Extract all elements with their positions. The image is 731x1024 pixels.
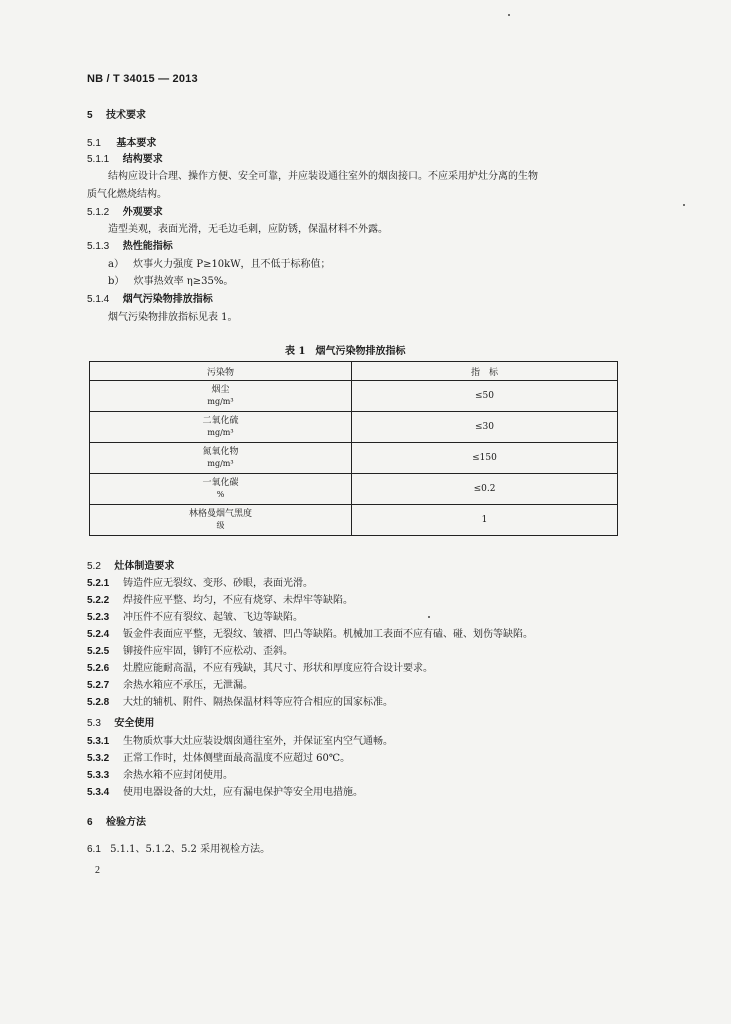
limit-value: ≤50 <box>352 381 618 412</box>
list-item <box>87 787 393 804</box>
section-title: 烟气污染物排放指标 <box>122 294 213 305</box>
manufacturing-requirements-list <box>87 578 533 714</box>
pollutant-name: 氮氧化物 <box>202 447 239 457</box>
section-6-1 <box>87 844 270 856</box>
item-text: 正常工作时，灶体侧壁面最高温度不应超过 60℃。 <box>123 753 351 764</box>
section-number: 5.3 <box>87 718 101 729</box>
item-text: 灶膛应能耐高温，不应有残缺，其尺寸、形状和厚度应符合设计要求。 <box>123 663 433 674</box>
pollutant-name: 二氧化硫 <box>202 416 239 426</box>
section-5-1-1-heading <box>87 154 163 166</box>
pollutant-cell <box>90 443 352 474</box>
section-5-1-4-heading <box>87 294 213 306</box>
section-number: 5 <box>87 110 93 121</box>
list-item <box>87 629 533 646</box>
item-number: 5.3.2 <box>87 753 110 764</box>
pollutant-cell <box>90 505 352 536</box>
section-5-heading <box>87 110 146 122</box>
list-item <box>87 697 533 714</box>
table-row <box>90 443 618 474</box>
pollutant-cell <box>90 474 352 505</box>
section-title: 热性能指标 <box>122 241 173 252</box>
section-title: 结构要求 <box>122 154 163 165</box>
list-label: a） <box>108 259 124 270</box>
item-number: 5.2.6 <box>87 663 110 674</box>
scan-speck <box>508 14 510 16</box>
pollutant-unit: mg/m³ <box>207 397 234 406</box>
table-row <box>90 381 618 412</box>
pollutant-cell <box>90 381 352 412</box>
section-5-2-heading <box>87 561 174 573</box>
section-title: 外观要求 <box>122 207 163 218</box>
item-number: 5.2.2 <box>87 595 110 606</box>
table-row <box>90 412 618 443</box>
section-5-1-2-heading <box>87 207 163 219</box>
item-number: 5.2.1 <box>87 578 110 589</box>
table-header-row <box>90 362 618 381</box>
list-item <box>87 646 533 663</box>
list-item <box>87 770 393 787</box>
limit-value: ≤150 <box>352 443 618 474</box>
section-title: 技术要求 <box>106 110 147 121</box>
section-number: 5.2 <box>87 561 101 572</box>
limit-value: 1 <box>352 505 618 536</box>
list-item <box>87 753 393 770</box>
table-row <box>90 505 618 536</box>
section-title: 检验方法 <box>106 817 147 828</box>
table-caption: 表 1 烟气污染物排放指标 <box>285 346 406 357</box>
list-text: 炊事热效率 η≥35%。 <box>133 276 234 287</box>
section-number: 5.1.4 <box>87 294 110 305</box>
page-number: 2 <box>95 865 100 876</box>
item-text: 焊接件应平整、均匀，不应有烧穿、未焊牢等缺陷。 <box>123 595 353 606</box>
emission-table <box>89 361 618 536</box>
section-title: 灶体制造要求 <box>114 561 175 572</box>
section-5-1-heading <box>87 138 156 150</box>
item-number: 5.3.3 <box>87 770 110 781</box>
scan-speck <box>683 204 685 206</box>
paragraph-line: 造型美观，表面光滑，无毛边毛刺，应防锈，保温材料不外露。 <box>108 224 388 235</box>
item-number: 5.3.1 <box>87 736 110 747</box>
pollutant-unit: % <box>216 490 225 499</box>
limit-value: ≤0.2 <box>352 474 618 505</box>
section-5-3-heading <box>87 718 154 730</box>
item-text: 生物质炊事大灶应装设烟囱通往室外，并保证室内空气通畅。 <box>123 736 393 747</box>
section-5-1-3-heading <box>87 241 173 253</box>
pollutant-cell <box>90 412 352 443</box>
list-item <box>87 663 533 680</box>
pollutant-name: 林格曼烟气黑度 <box>188 509 252 519</box>
section-number: 5.1.1 <box>87 154 110 165</box>
section-number: 5.1 <box>87 138 101 149</box>
section-title: 基本要求 <box>116 138 157 149</box>
list-item <box>87 736 393 753</box>
safety-requirements-list <box>87 736 393 804</box>
section-number: 5.1.2 <box>87 207 110 218</box>
item-text: 余热水箱不应封闭使用。 <box>123 770 233 781</box>
column-header-limit: 指 标 <box>352 362 618 381</box>
list-text: 炊事火力强度 P≥10kW，且不低于标称值； <box>133 259 331 270</box>
paragraph-line: 烟气污染物排放指标见表 1。 <box>108 312 238 323</box>
standard-code-header: NB / T 34015 — 2013 <box>87 73 198 85</box>
column-header-pollutant: 污染物 <box>90 362 352 381</box>
list-item <box>87 612 533 629</box>
pollutant-unit: 级 <box>216 521 225 530</box>
item-number: 5.2.8 <box>87 697 110 708</box>
item-number: 5.2.7 <box>87 680 110 691</box>
item-number: 5.2.3 <box>87 612 110 623</box>
pollutant-unit: mg/m³ <box>207 459 234 468</box>
list-item <box>87 578 533 595</box>
pollutant-name: 一氧化碳 <box>202 478 239 488</box>
item-text: 使用电器设备的大灶，应有漏电保护等安全用电措施。 <box>123 787 363 798</box>
paragraph-line: 5.1.1、5.1.2、5.2 采用视检方法。 <box>110 844 271 855</box>
item-text: 钣金件表面应平整，无裂纹、皱褶、凹凸等缺陷。机械加工表面不应有磕、碰、划伤等缺陷。 <box>123 629 533 640</box>
section-number: 5.1.3 <box>87 241 110 252</box>
list-item <box>87 595 533 612</box>
item-number: 5.2.4 <box>87 629 110 640</box>
list-item-b <box>108 276 233 288</box>
item-text: 大灶的辅机、附件、隔热保温材料等应符合相应的国家标准。 <box>123 697 393 708</box>
section-number: 6 <box>87 817 93 828</box>
section-6-heading <box>87 817 146 829</box>
paragraph-line: 质气化燃烧结构。 <box>87 189 167 200</box>
list-item-a <box>108 259 331 271</box>
limit-value: ≤30 <box>352 412 618 443</box>
list-label: b） <box>108 276 125 287</box>
item-number: 5.3.4 <box>87 787 110 798</box>
item-text: 冲压件不应有裂纹、起皱、飞边等缺陷。 <box>123 612 303 623</box>
list-item <box>87 680 533 697</box>
item-number: 5.2.5 <box>87 646 110 657</box>
pollutant-name: 烟尘 <box>211 385 230 395</box>
pollutant-unit: mg/m³ <box>207 428 234 437</box>
section-title: 安全使用 <box>114 718 155 729</box>
item-text: 铸造件应无裂纹、变形、砂眼，表面光滑。 <box>123 578 313 589</box>
paragraph-line: 结构应设计合理、操作方便、安全可靠，并应装设通往室外的烟囱接口。不应采用炉灶分离的生物 <box>108 171 538 182</box>
scan-speck <box>428 616 430 618</box>
item-text: 铆接件应牢固，铆钉不应松动、歪斜。 <box>123 646 293 657</box>
item-text: 余热水箱应不承压，无泄漏。 <box>123 680 253 691</box>
section-number: 6.1 <box>87 844 101 855</box>
table-row <box>90 474 618 505</box>
